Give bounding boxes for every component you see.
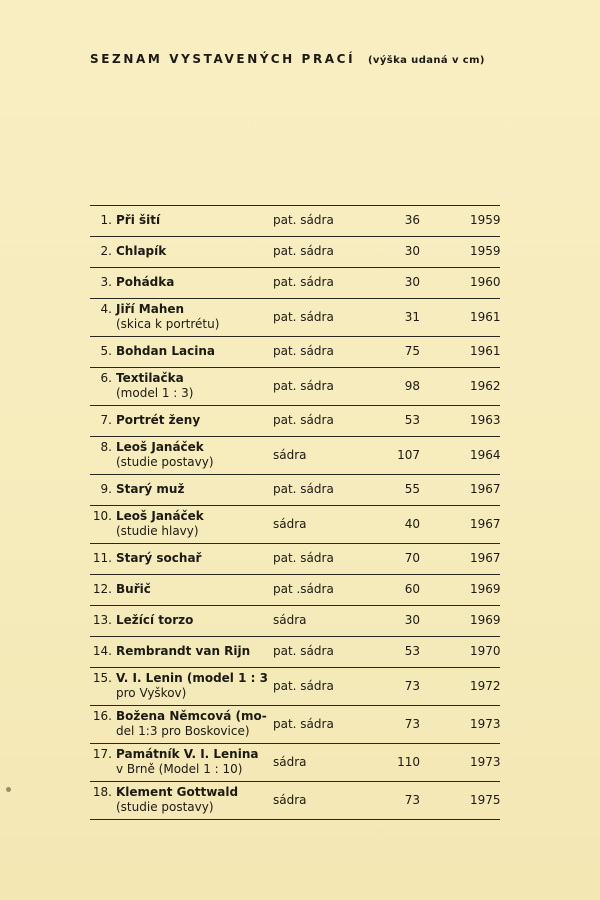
work-height: 53 [404,644,420,658]
work-height: 110 [397,755,420,769]
work-height: 107 [397,448,420,462]
page-heading [90,52,560,66]
table-row [90,782,500,820]
work-height: 31 [404,310,420,324]
work-number: 5. [100,344,112,358]
work-height: 98 [404,379,420,393]
work-year: 1972 [470,679,501,693]
table-row [90,406,500,437]
work-year: 1959 [470,213,501,227]
work-material: pat. sádra [273,717,334,731]
table-row [90,637,500,668]
table-row [90,544,500,575]
heading-subtitle: (výška udaná v cm) [367,55,485,66]
table-row [90,506,500,544]
work-number: 18. [92,785,112,799]
work-material: pat. sádra [273,644,334,658]
work-year: 1970 [470,644,501,658]
work-material: sádra [273,793,307,807]
work-number: 10. [92,509,112,523]
work-height: 30 [404,613,420,627]
work-year: 1967 [470,517,501,531]
work-height: 73 [404,679,420,693]
work-title-cell [116,551,271,566]
heading-title: SEZNAM VYSTAVENÝCH PRACÍ [90,52,356,66]
work-title: Pohádka [116,275,175,289]
work-title-cell [116,482,271,497]
work-year: 1959 [470,244,501,258]
work-material: pat. sádra [273,244,334,258]
work-note: v Brně (Model 1 : 10) [116,762,243,776]
work-title-cell [116,213,271,228]
work-title: Starý muž [116,482,185,496]
work-year: 1975 [470,793,501,807]
work-title-cell [116,440,271,470]
work-material: sádra [273,755,307,769]
table-row [90,575,500,606]
work-title-cell [116,644,271,659]
work-title: Textilačka [116,371,184,385]
work-number: 7. [100,413,112,427]
work-material: pat. sádra [273,551,334,565]
work-material: pat. sádra [273,213,334,227]
work-year: 1961 [470,310,501,324]
work-title-cell [116,509,271,539]
work-note: (skica k portrétu) [116,317,220,331]
work-number: 3. [100,275,112,289]
work-material: pat. sádra [273,679,334,693]
work-number: 17. [92,747,112,761]
table-row [90,299,500,337]
work-material: pat. sádra [273,275,334,289]
work-height: 36 [404,213,420,227]
work-title-cell [116,302,271,332]
work-title-cell [116,275,271,290]
works-table [90,205,500,820]
work-height: 55 [404,482,420,496]
work-number: 12. [92,582,112,596]
work-number: 2. [100,244,112,258]
work-number: 9. [100,482,112,496]
work-number: 16. [92,709,112,723]
work-title: Ležící torzo [116,613,194,627]
work-number: 1. [100,213,112,227]
work-title: Klement Gottwald [116,785,239,799]
work-number: 4. [100,302,112,316]
table-row [90,706,500,744]
work-title-cell [116,709,271,739]
table-row [90,437,500,475]
work-year: 1960 [470,275,501,289]
work-height: 70 [404,551,420,565]
work-height: 40 [404,517,420,531]
work-material: pat. sádra [273,310,334,324]
work-title: Rembrandt van Rijn [116,644,251,658]
paper-speck [6,787,11,792]
work-material: pat. sádra [273,344,334,358]
work-note: del 1:3 pro Boskovice) [116,724,250,738]
work-year: 1967 [470,551,501,565]
work-year: 1964 [470,448,501,462]
work-title: Při šití [116,213,161,227]
work-title: Buřič [116,582,151,596]
work-title-cell [116,671,271,701]
work-title: Památník V. I. Lenina [116,747,259,761]
work-number: 14. [92,644,112,658]
work-material: sádra [273,517,307,531]
work-title-cell [116,244,271,259]
work-number: 6. [100,371,112,385]
table-row [90,606,500,637]
work-material: pat. sádra [273,482,334,496]
table-row [90,368,500,406]
work-number: 11. [92,551,112,565]
work-note: pro Vyškov) [116,686,187,700]
work-title: V. I. Lenin (model 1 : 3 [116,671,268,685]
work-material: pat. sádra [273,413,334,427]
work-title: Jiří Mahen [116,302,185,316]
work-title-cell [116,785,271,815]
work-note: (studie postavy) [116,800,214,814]
work-title: Bohdan Lacina [116,344,215,358]
work-material: sádra [273,613,307,627]
work-note: (studie hlavy) [116,524,199,538]
work-title: Starý sochař [116,551,202,565]
work-material: pat. sádra [273,379,334,393]
table-row [90,268,500,299]
work-year: 1969 [470,613,501,627]
work-year: 1967 [470,482,501,496]
table-row [90,668,500,706]
work-title: Božena Němcová (mo- [116,709,267,723]
work-title-cell [116,613,271,628]
work-year: 1969 [470,582,501,596]
work-note: (model 1 : 3) [116,386,194,400]
work-material: sádra [273,448,307,462]
table-row [90,337,500,368]
work-number: 8. [100,440,112,454]
work-number: 13. [92,613,112,627]
work-title: Leoš Janáček [116,509,204,523]
table-row [90,475,500,506]
work-title: Leoš Janáček [116,440,204,454]
work-height: 30 [404,275,420,289]
table-row [90,744,500,782]
work-title: Portrét ženy [116,413,201,427]
work-height: 53 [404,413,420,427]
work-year: 1963 [470,413,501,427]
work-year: 1962 [470,379,501,393]
work-title-cell [116,413,271,428]
table-row [90,205,500,237]
work-year: 1973 [470,717,501,731]
work-title-cell [116,371,271,401]
work-height: 73 [404,717,420,731]
table-row [90,237,500,268]
work-year: 1961 [470,344,501,358]
work-note: (studie postavy) [116,455,214,469]
work-title-cell [116,344,271,359]
work-number: 15. [92,671,112,685]
work-height: 73 [404,793,420,807]
work-height: 30 [404,244,420,258]
work-year: 1973 [470,755,501,769]
work-title-cell [116,747,271,777]
work-height: 60 [404,582,420,596]
work-height: 75 [404,344,420,358]
work-title-cell [116,582,271,597]
work-material: pat .sádra [273,582,334,596]
work-title: Chlapík [116,244,167,258]
